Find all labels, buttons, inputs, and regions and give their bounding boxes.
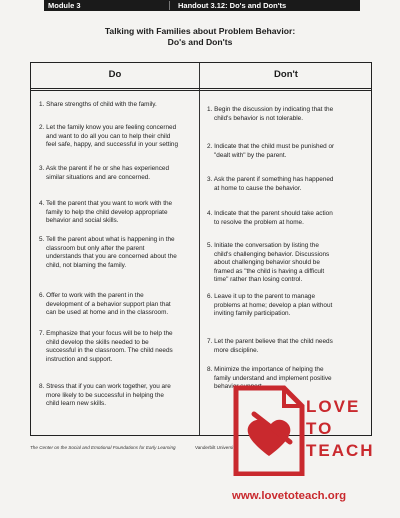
- do-item-line: 3. Ask the parent if he or she has experienced: [39, 165, 170, 172]
- do-item-line: successful in the classroom. The child needs: [46, 347, 173, 355]
- dont-item-line: framed as "the child is having a difficult: [214, 267, 325, 275]
- dos-donts-table: [30, 62, 372, 436]
- logo-word-to: TO: [306, 419, 334, 438]
- dont-item-5: [207, 242, 369, 285]
- dont-item-line: to resolve the problem at home.: [214, 218, 304, 226]
- dont-item-line: inviting family participation.: [214, 310, 291, 318]
- footer-organization: The Center on the Social and Emotional Foundations for Early Learning: [30, 445, 176, 450]
- header-rule-double: [31, 90, 371, 91]
- do-item-line: feel safe, happy, and successful in your setting: [46, 141, 179, 149]
- dont-item-line: 4. Indicate that the parent should take action: [207, 210, 333, 217]
- dont-item-line: 8. Minimize the importance of helping the: [207, 366, 324, 373]
- dont-item-line: "dealt with" by the parent.: [214, 151, 287, 159]
- dont-item-line: 6. Leave it up to the parent to manage: [207, 293, 316, 300]
- dont-item-line: 1. Begin the discussion by indicating that the: [207, 106, 334, 113]
- page-title: [0, 26, 400, 48]
- title-line-2: Do's and Don'ts: [167, 37, 233, 47]
- do-column-heading: Do: [108, 69, 122, 80]
- do-item-6: [39, 292, 201, 318]
- dont-item-line: child's challenging behavior. Discussions: [214, 250, 330, 258]
- dont-item-line: behavior support.: [214, 383, 264, 391]
- dont-item-line: 7. Let the parent believe that the child needs: [207, 338, 333, 345]
- do-item-line: understands that you are concerned about the: [46, 253, 177, 261]
- do-item-line: 1. Share strengths of child with the family.: [39, 101, 157, 108]
- do-item-line: child develop the skills needed to be: [46, 338, 149, 346]
- dont-item-4: [207, 210, 369, 227]
- header-rule: [31, 88, 371, 89]
- handout-label: Handout 3.12: Do's and Don'ts: [169, 1, 360, 10]
- do-item-line: child, not blaming the family.: [46, 261, 127, 269]
- dont-item-line: problems at home; develop a plan without: [214, 301, 333, 309]
- do-item-1: [39, 101, 201, 110]
- footer-university: Vanderbilt University: [195, 445, 237, 450]
- dont-item-6: [207, 293, 369, 319]
- dont-item-line: child's behavior is not tolerable.: [214, 114, 303, 122]
- do-item-7: [39, 330, 201, 364]
- do-item-4: [39, 200, 201, 226]
- do-item-3: [39, 165, 201, 182]
- do-item-line: similar situations and are concerned.: [46, 173, 151, 181]
- do-item-line: 7. Emphasize that your focus will be to help the: [39, 330, 173, 337]
- dont-item-2: [207, 143, 369, 160]
- do-item-line: and want to do all you can to help their child: [46, 132, 171, 140]
- dont-item-line: more discipline.: [214, 346, 259, 354]
- dont-item-line: 2. Indicate that the child must be punished or: [207, 143, 335, 150]
- dont-item-7: [207, 338, 369, 355]
- do-item-line: instruction and support.: [46, 355, 113, 363]
- dont-item-line: 5. Initiate the conversation by listing the: [207, 242, 319, 249]
- do-item-5: [39, 236, 201, 270]
- do-item-line: 6. Offer to work with the parent in the: [39, 292, 144, 299]
- dont-item-line: 3. Ask the parent if something has happened: [207, 176, 334, 183]
- do-item-8: [39, 383, 201, 409]
- do-item-line: family to help the child develop appropriate: [46, 208, 168, 216]
- do-item-line: 5. Tell the parent about what is happening in the: [39, 236, 175, 243]
- do-item-line: development of a behavior support plan that: [46, 300, 171, 308]
- module-header-bar: [44, 0, 360, 11]
- watermark-url[interactable]: www.lovetoteach.org: [232, 490, 347, 502]
- dont-column-heading: Don't: [274, 69, 298, 80]
- do-item-line: classroom but only after the parent: [46, 244, 145, 252]
- logo-word-love: LOVE: [306, 397, 361, 416]
- dont-item-3: [207, 176, 369, 193]
- do-item-line: 2. Let the family know you are feeling concerned: [39, 124, 177, 131]
- do-item-line: child learn new skills.: [46, 400, 107, 408]
- dont-item-line: at home to cause the behavior.: [214, 184, 302, 192]
- module-label: Module 3: [48, 1, 81, 10]
- title-line-1: Talking with Families about Problem Behavior:: [104, 26, 296, 36]
- do-item-line: can be used at home and in the classroom.: [46, 309, 169, 317]
- do-item-line: 4. Tell the parent that you want to work with the: [39, 200, 173, 207]
- do-item-line: behavior and social skills.: [46, 217, 119, 225]
- dont-item-line: about challenging behavior should be: [214, 259, 320, 267]
- dont-item-1: [207, 106, 369, 123]
- dont-item-line: time" rather than losing control.: [214, 276, 303, 284]
- dont-item-line: family understand and implement positive: [214, 374, 332, 382]
- do-item-line: 8. Stress that if you can work together, you are: [39, 383, 171, 390]
- do-item-2: [39, 124, 201, 150]
- do-item-line: more likely to be successful in helping the: [46, 391, 164, 399]
- logo-word-teach: TEACH: [306, 441, 375, 460]
